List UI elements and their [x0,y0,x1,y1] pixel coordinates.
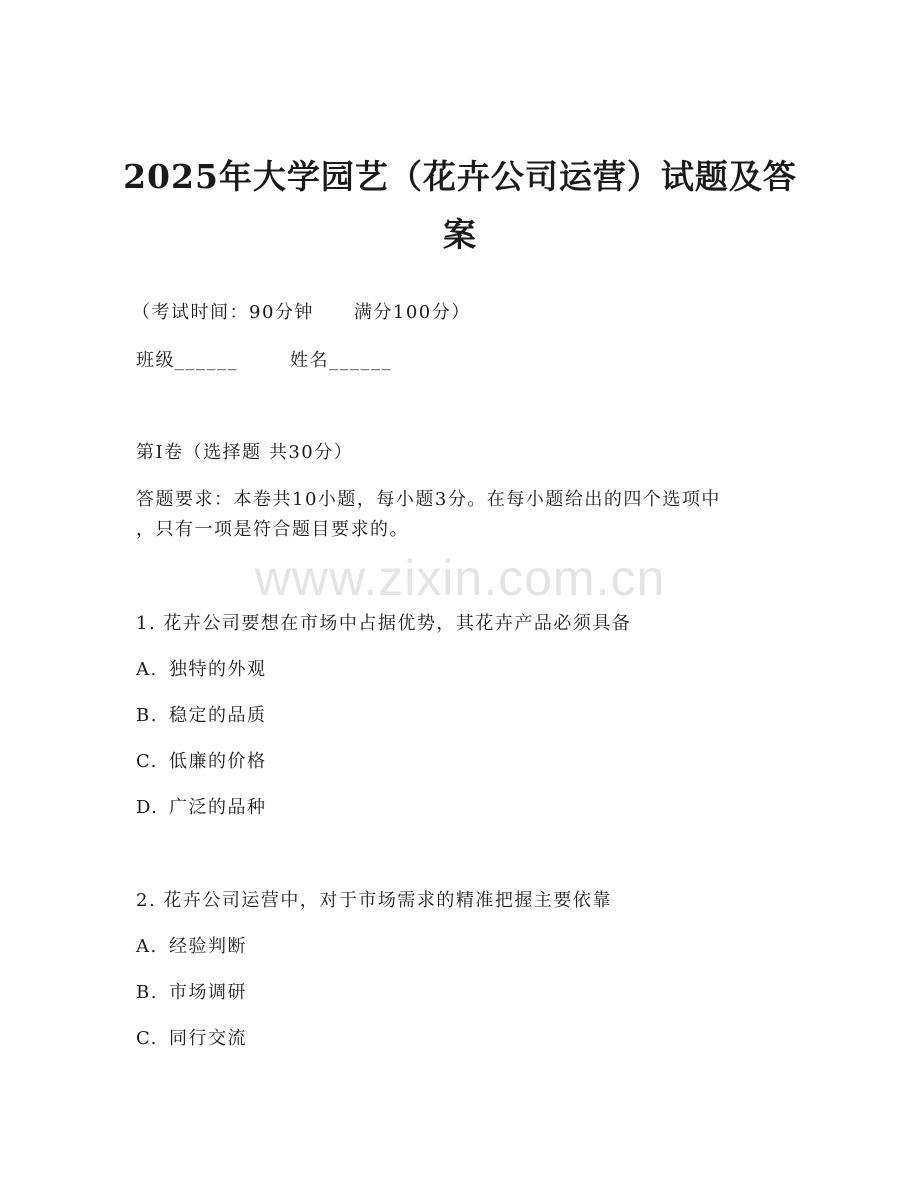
option-letter: A. [136,936,158,957]
option-text: 稳定的品质 [169,705,267,726]
question-option [136,749,267,775]
question-option [136,795,267,821]
document-title: 2025年大学园艺（花卉公司运营）试题及答案 [123,157,797,254]
question-option [136,657,267,683]
question-option [136,703,267,729]
watermark: www.zixin.com.cn [254,550,666,606]
student-info [136,348,392,374]
question-stem: 1. 花卉公司要想在市场中占据优势，其花卉产品必须具备 [136,613,632,634]
exam-info [132,300,471,326]
option-letter: B. [136,705,158,726]
name-field: 姓名______ [290,350,392,371]
question-option [136,1026,247,1052]
option-letter: C. [136,751,158,772]
option-letter: C. [136,1028,158,1049]
question-stem: 2. 花卉公司运营中，对于市场需求的精准把握主要依靠 [136,890,612,911]
question-option [136,934,247,960]
exam-time: （考试时间：90分钟 [132,302,314,323]
option-text: 经验判断 [169,936,247,957]
instructions-line-1: 答题要求：本卷共10小题，每小题3分。在每小题给出的四个选项中 [136,489,721,510]
question-option [136,980,247,1006]
option-text: 低廉的价格 [169,751,267,772]
option-text: 独特的外观 [169,659,267,680]
instructions-line-2: ，只有一项是符合题目要求的。 [136,519,409,540]
class-field: 班级______ [136,350,238,371]
full-score: 满分100分） [353,302,471,323]
option-letter: D. [136,797,159,818]
option-letter: A. [136,659,158,680]
option-letter: B. [136,982,158,1003]
option-text: 同行交流 [169,1028,247,1049]
option-text: 广泛的品种 [169,797,267,818]
section-title: 第I卷（选择题 共30分） [136,442,354,463]
option-text: 市场调研 [169,982,247,1003]
